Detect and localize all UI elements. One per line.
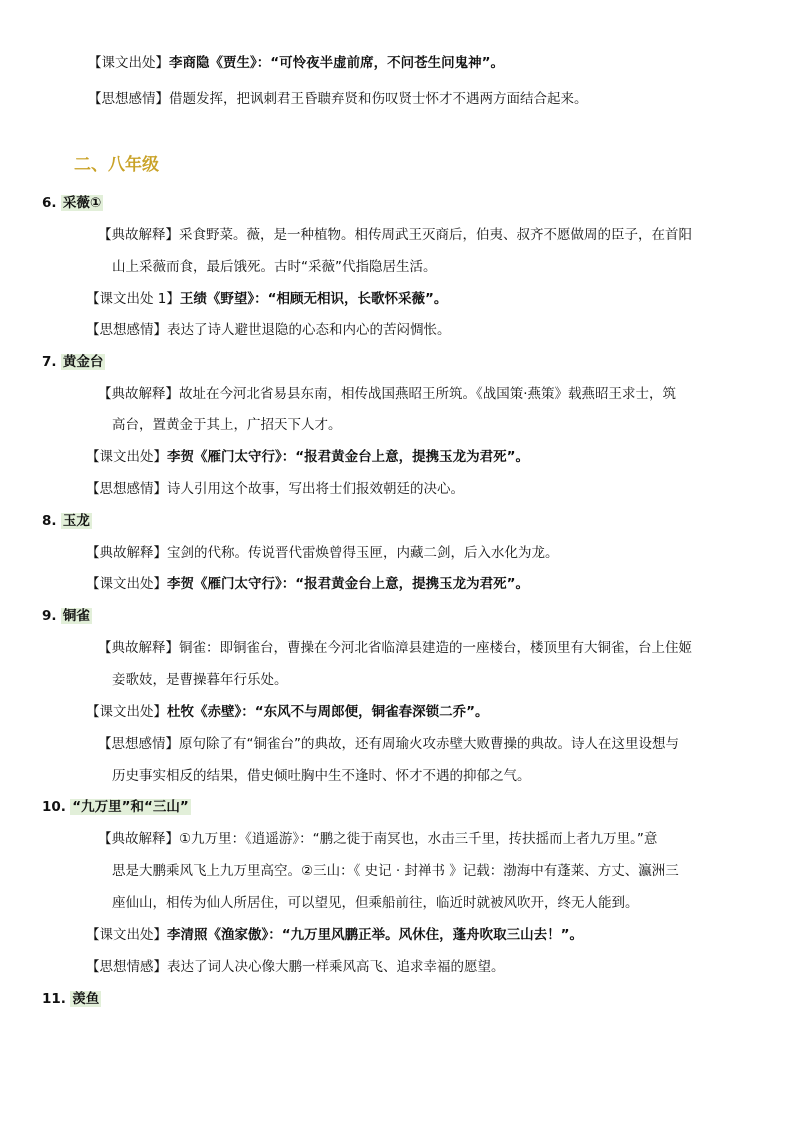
item-number: 7. <box>42 354 57 370</box>
source-text: 李商隐《贾生》：“可怜夜半虚前席，不问苍生问鬼神”。 <box>169 55 504 71</box>
item-heading <box>42 352 105 372</box>
source-label: 【课文出处】 <box>86 927 167 943</box>
source-text: 李贺《雁门太守行》：“报君黄金台上意，提携玉龙为君死”。 <box>167 449 529 465</box>
explain-text: 宝剑的代称。传说晋代雷焕曾得玉匣，内藏二剑，后入水化为龙。 <box>167 545 559 561</box>
item-number: 6. <box>42 195 57 211</box>
explain-label: 【典故解释】 <box>86 545 167 561</box>
explain-line-cont: 山上采薇而食，最后饿死。古时“采薇”代指隐居生活。 <box>112 259 437 275</box>
item-heading <box>42 511 92 531</box>
item-heading <box>42 193 103 213</box>
explain-line <box>86 543 559 563</box>
source-text: 杜牧《赤壁》：“东风不与周郎便，铜雀春深锁二乔”。 <box>167 704 489 720</box>
emotion-text: 借题发挥，把讽刺君王昏聩弃贤和伤叹贤士怀才不遇两方面结合起来。 <box>169 91 588 107</box>
emotion-line <box>86 479 464 499</box>
item-title: 铜雀 <box>62 608 90 624</box>
emotion-label: 【思想感情】 <box>88 91 169 107</box>
explain-label: 【典故解释】 <box>98 227 179 243</box>
explain-line-cont: 高台，置黄金于其上，广招天下人才。 <box>112 417 342 433</box>
item-title: 玉龙 <box>62 513 90 529</box>
source-text: 王绩《野望》：“相顾无相识，长歌怀采薇”。 <box>179 291 448 307</box>
emotion-label: 【思想感情】 <box>86 481 167 497</box>
item-heading <box>42 989 101 1009</box>
source-label: 【课文出处】 <box>88 55 169 71</box>
item-number: 11. <box>42 991 66 1007</box>
source-label: 【课文出处】 <box>86 704 167 720</box>
source-text: 李贺《雁门太守行》：“报君黄金台上意，提携玉龙为君死”。 <box>167 576 529 592</box>
emotion-line <box>86 957 505 977</box>
emotion-text: 诗人引用这个故事，写出将士们报效朝廷的决心。 <box>167 481 464 497</box>
explain-label: 【典故解释】 <box>98 831 179 847</box>
source-label: 【课文出处】 <box>86 449 167 465</box>
explain-text: 采食野菜。薇，是一种植物。相传周武王灭商后，伯夷、叔齐不愿做周的臣子，在首阳 <box>179 227 692 243</box>
emotion-text: 表达了诗人避世退隐的心态和内心的苦闷惆怅。 <box>167 322 451 338</box>
emotion-line-cont: 历史事实相反的结果，借史倾吐胸中生不逢时、怀才不遇的抑郁之气。 <box>112 768 531 784</box>
source-line <box>86 574 529 594</box>
emotion-line <box>98 734 679 754</box>
explain-line <box>98 384 676 404</box>
emotion-label: 【思想感情】 <box>86 322 167 338</box>
item-title: 黄金台 <box>62 354 104 370</box>
explain-line <box>98 225 692 245</box>
explain-label: 【典故解释】 <box>98 386 179 402</box>
source-line <box>86 702 489 722</box>
source-label: 【课文出处 1】 <box>86 291 180 307</box>
emotion-label: 【思想感情】 <box>98 736 179 752</box>
source-text: 李清照《渔家傲》：“九万里风鹏正举。风休住，蓬舟吹取三山去！”。 <box>167 927 583 943</box>
explain-line-cont: 妾歌妓，是曹操暮年行乐处。 <box>112 672 288 688</box>
explain-text: ①九万里：《逍遥游》：“鹏之徙于南冥也，水击三千里，抟扶摇而上者九万里。”意 <box>179 831 658 847</box>
item-title: 采薇① <box>62 195 102 211</box>
section-title: 二、八年级 <box>74 155 159 175</box>
emotion-text: 表达了词人决心像大鹏一样乘风高飞、追求幸福的愿望。 <box>167 959 505 975</box>
explain-line <box>98 638 692 658</box>
item-number: 8. <box>42 513 57 529</box>
explain-line-cont: 座仙山，相传为仙人所居住，可以望见，但乘船前往，临近时就被风吹开，终无人能到。 <box>112 895 639 911</box>
top-source-line <box>88 53 504 73</box>
item-heading <box>42 606 92 626</box>
item-heading <box>42 797 191 817</box>
item-number: 10. <box>42 799 66 815</box>
explain-text: 铜雀：即铜雀台，曹操在今河北省临漳县建造的一座楼台，楼顶里有大铜雀，台上住姬 <box>179 640 692 656</box>
explain-label: 【典故解释】 <box>98 640 179 656</box>
item-title: 羡鱼 <box>72 991 100 1007</box>
source-line <box>86 289 447 309</box>
source-line <box>86 925 583 945</box>
item-number: 9. <box>42 608 57 624</box>
item-title: “九万里”和“三山” <box>72 799 189 815</box>
explain-text: 故址在今河北省易县东南，相传战国燕昭王所筑。《战国策·燕策》载燕昭王求士，筑 <box>179 386 677 402</box>
emotion-label: 【思想情感】 <box>86 959 167 975</box>
emotion-text: 原句除了有“铜雀台”的典故，还有周瑜火攻赤壁大败曹操的典故。诗人在这里设想与 <box>179 736 679 752</box>
explain-line-cont: 思是大鹏乘风飞上九万里高空。②三山：《 史记 · 封禅书 》记载：渤海中有蓬莱、方丈、瀛洲三 <box>112 863 679 879</box>
top-emotion-line <box>88 89 588 109</box>
emotion-line <box>86 320 451 340</box>
explain-line <box>98 829 657 849</box>
source-label: 【课文出处】 <box>86 576 167 592</box>
source-line <box>86 447 529 467</box>
